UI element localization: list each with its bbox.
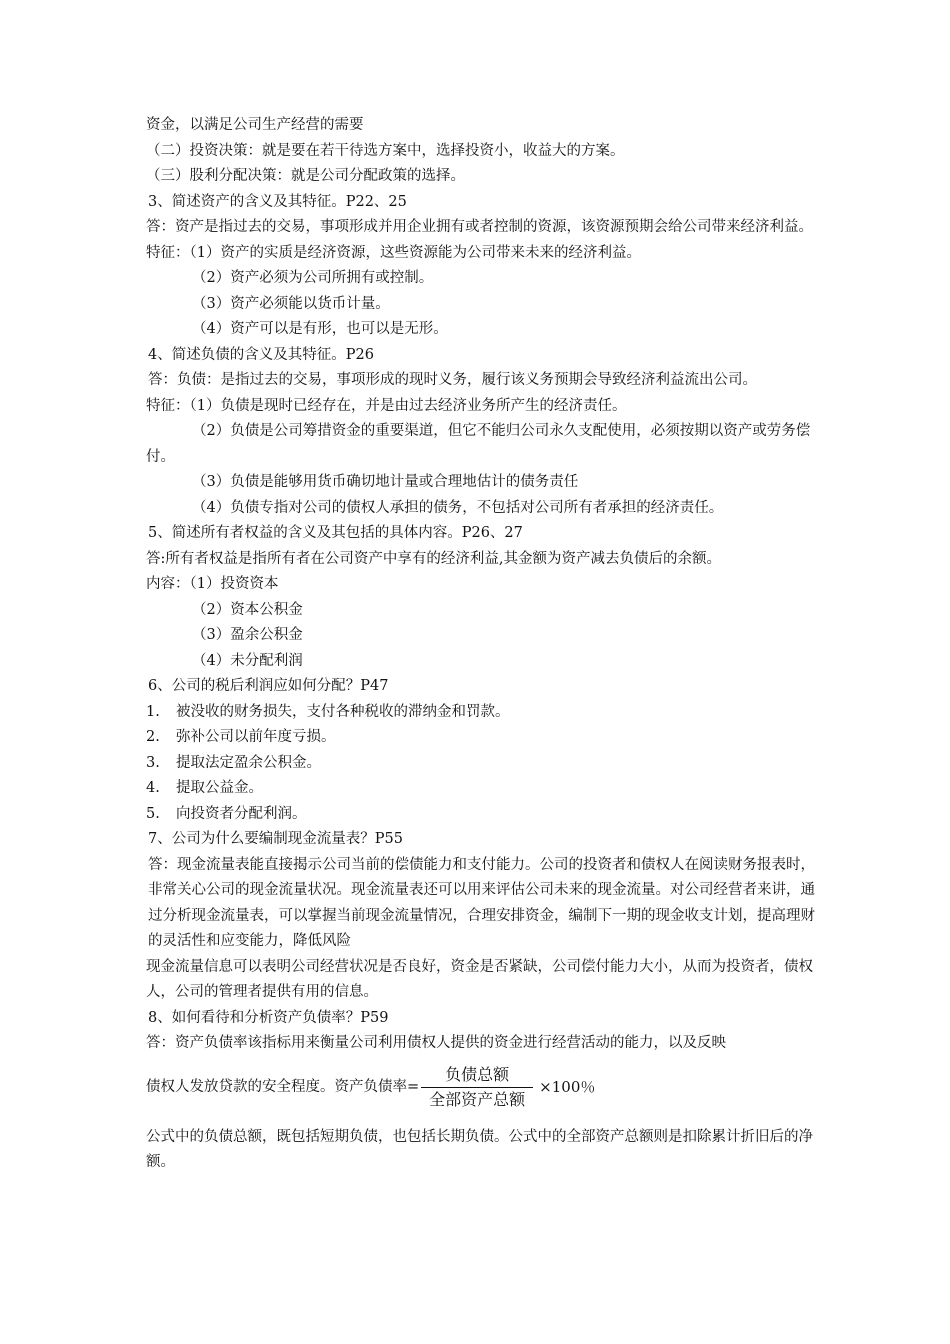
document-page (146, 113, 816, 1176)
list-item: 3. 提取法定盈余公积金。 (146, 754, 321, 771)
content-line: （4）未分配利润 (192, 652, 303, 669)
feature-line: （4）负债专指对公司的债权人承担的债务，不包括对公司所有者承担的经济责任。 (192, 499, 724, 516)
formula-multiplier: ×100％ (539, 1077, 596, 1096)
formula-line (146, 1059, 816, 1117)
question-heading: 8、如何看待和分析资产负债率？P59 (148, 1009, 389, 1026)
list-item: 1. 被没收的财务损失，支付各种税收的滞纳金和罚款。 (146, 703, 510, 720)
list-item: 5. 向投资者分配利润。 (146, 805, 307, 822)
content-line: （3）盈余公积金 (192, 627, 303, 643)
answer-paragraph: 答：现金流量表能直接揭示公司当前的偿债能力和支付能力。公司的投资者和债权人在阅读财务报表时，非常关心公司的现金流量状况。现金流量表还可以用来评估公司未来的现金流量。对公司经营者来讲，通过分析现金流量表，可以掌握当前现金流量情况，合理安排资金，编制下一期的现金收支计划，提高理财的灵活性和应变能力，降低风险 (148, 856, 815, 949)
feature-line: （2）负债是公司筹措资金的重要渠道，但它不能归公司永久支配使用，必须按期以资产或劳务偿付。 (146, 423, 811, 465)
list-item: 4. 提取公益金。 (146, 780, 263, 796)
question-heading: 3、简述资产的含义及其特征。P22、25 (148, 193, 407, 210)
list-item: 2. 弥补公司以前年度亏损。 (146, 729, 336, 745)
paragraph-line: 资金，以满足公司生产经营的需要 (146, 117, 364, 133)
answer-paragraph: 答：负债：是指过去的交易，事项形成的现时义务，履行该义务预期会导致经济利益流出公司。 (148, 372, 757, 388)
content-line: （2）资本公积金 (192, 601, 303, 618)
feature-line: （3）负债是能够用货币确切地计量或合理地估计的债务责任 (192, 474, 579, 490)
answer-paragraph: 答：资产是指过去的交易，事项形成并用企业拥有或者控制的资源，该资源预期会给公司带来经济利益。 (146, 219, 813, 235)
answer-paragraph: 答:所有者权益是指所有者在公司资产中享有的经济利益,其金额为资产减去负债后的余额。 (146, 550, 721, 567)
feature-line: 特征：（1）资产的实质是经济资源，这些资源能为公司带来未来的经济利益。 (146, 244, 641, 261)
paragraph-line: （三）股利分配决策：就是公司分配政策的选择。 (146, 168, 465, 184)
content-line: 内容：（1）投资资本 (146, 576, 279, 592)
formula-prefix: 债权人发放贷款的安全程度。资产负债率= (146, 1078, 420, 1095)
answer-paragraph: 答：资产负债率该指标用来衡量公司利用债权人提供的资金进行经营活动的能力，以及反映 (146, 1035, 726, 1051)
question-heading: 6、公司的税后利润应如何分配？P47 (148, 678, 389, 694)
paragraph-line: （二）投资决策：就是要在若干待选方案中，选择投资小，收益大的方案。 (146, 142, 625, 159)
question-heading: 4、简述负债的含义及其特征。P26 (148, 346, 374, 363)
fraction-numerator: 负债总额 (445, 1065, 510, 1084)
feature-line: （4）资产可以是有形，也可以是无形。 (192, 321, 448, 337)
question-heading: 7、公司为什么要编制现金流量表？P55 (148, 831, 403, 847)
answer-paragraph: 现金流量信息可以表明公司经营状况是否良好，资金是否紧缺，公司偿付能力大小，从而为投资者，债权人，公司的管理者提供有用的信息。 (146, 958, 813, 1000)
debt-ratio-fraction (421, 1063, 533, 1112)
feature-line: （2）资产必须为公司所拥有或控制。 (192, 270, 434, 286)
fraction-denominator: 全部资产总额 (421, 1087, 533, 1112)
answer-paragraph: 公式中的负债总额，既包括短期负债，也包括长期负债。公式中的全部资产总额则是扣除累计折旧后的净额。 (146, 1128, 813, 1170)
feature-line: （3）资产必须能以货币计量。 (192, 295, 390, 312)
feature-line: 特征：（1）负债是现时已经存在，并是由过去经济业务所产生的经济责任。 (146, 397, 627, 414)
question-heading: 5、简述所有者权益的含义及其包括的具体内容。P26、27 (148, 525, 523, 541)
